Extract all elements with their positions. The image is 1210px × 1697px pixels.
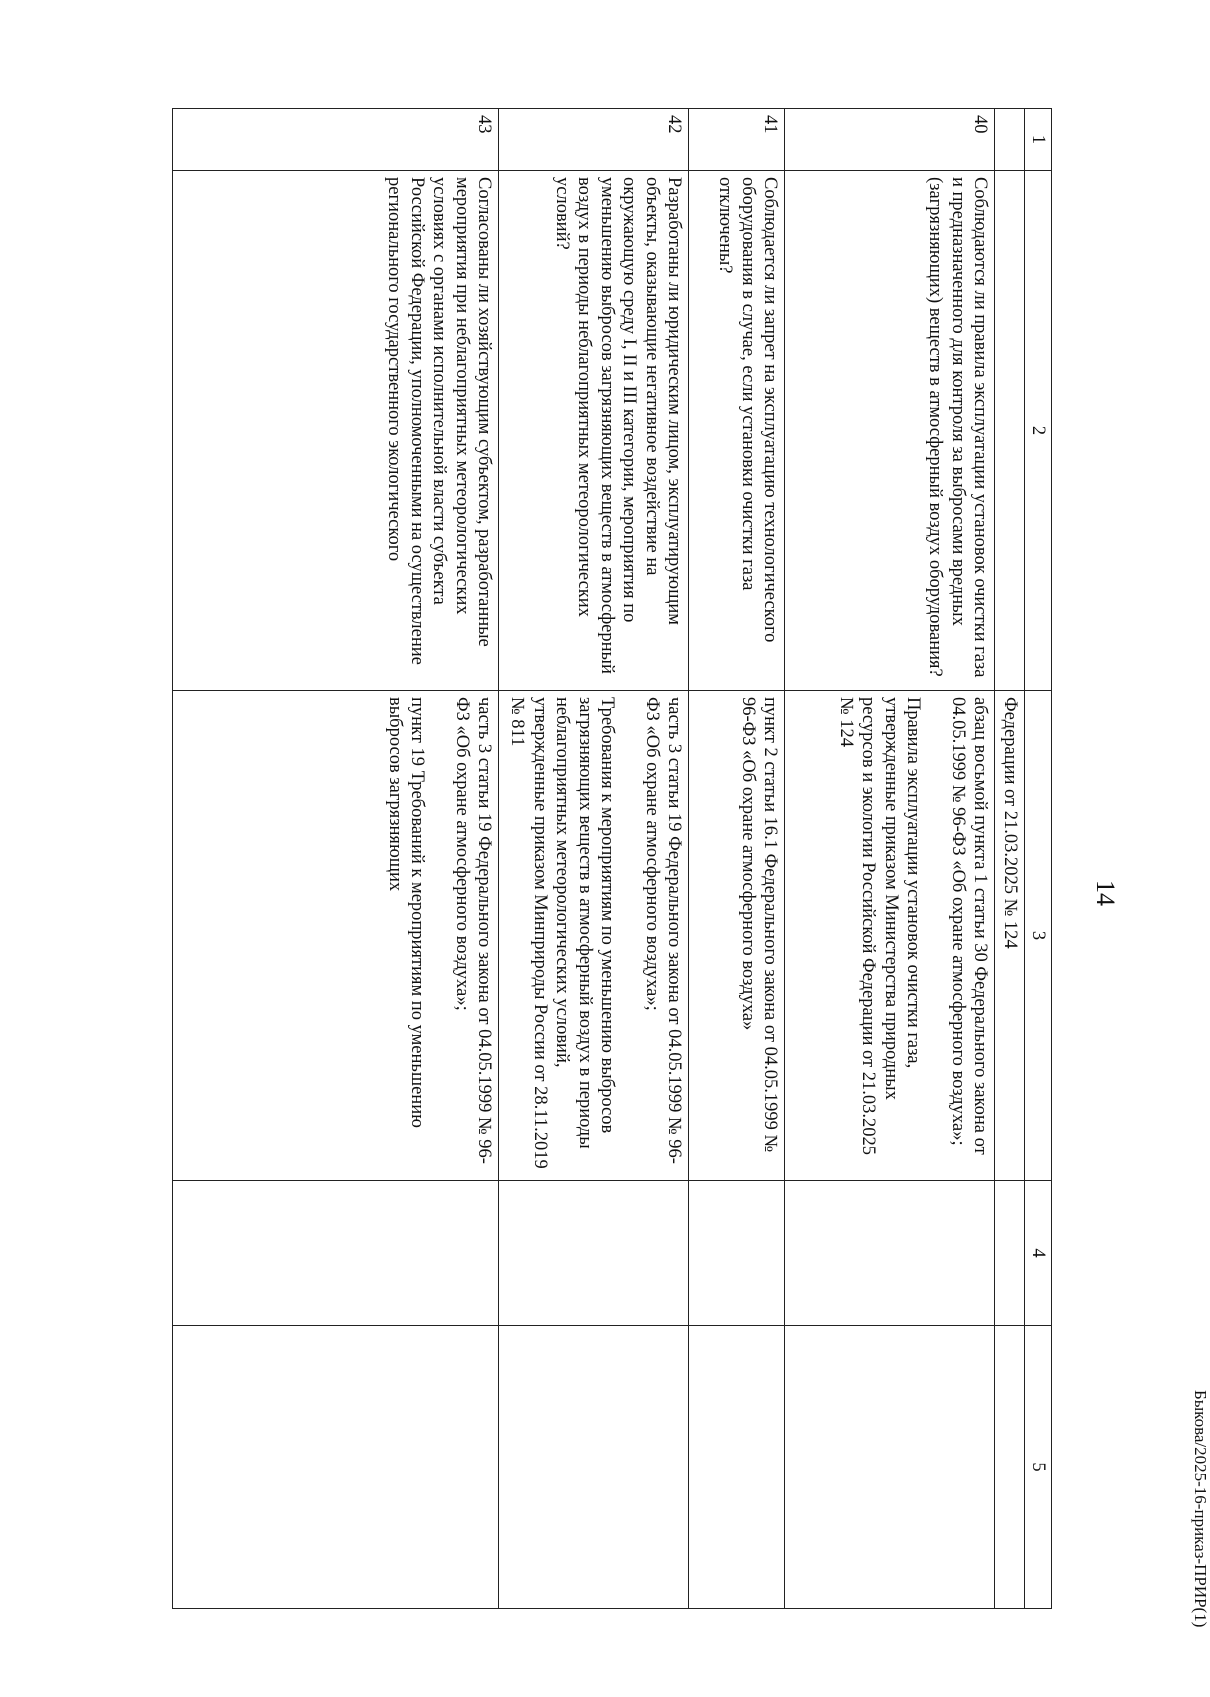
basis-paragraph: пункт 19 Требований к мероприятиям по уменьшению выбросов загрязняющих	[384, 697, 428, 1128]
row-col5	[785, 1326, 995, 1609]
basis-paragraph: Требования к мероприятиям по уменьшению выбросов загрязняющих веществ в атмосферный воздух в периоды неблагоприятных метеорологических условий, утвержденные приказом Минприроды России от 28.11.2019 № 811	[507, 697, 618, 1169]
basis-paragraph: Федерации от 21.03.2025 № 124	[1000, 697, 1020, 949]
basis-paragraph: Правила эксплуатации установок очистки газа, утвержденные приказом Министерства природных ресурсов и экологии Российской Федерации от 21.03.2025 № 124	[835, 697, 924, 1155]
document-reference: Быкова/2025-16-приказ-ПРИР(1)	[1191, 1390, 1210, 1628]
table-header-row	[1025, 109, 1052, 1609]
requirements-table-rotated	[172, 108, 1052, 1608]
row-number	[995, 109, 1025, 171]
row-col5	[173, 1326, 499, 1609]
table-row	[499, 109, 689, 1609]
row-col4	[785, 1181, 995, 1326]
row-question: Разработаны ли юридическим лицом, эксплуатирующим объекты, оказывающие негативное воздействие на окружающую среду I, II и III категории, мероприятия по уменьшению выбросов загрязняющих веществ в атмосферный воздух в периоды неблагоприятных метеорологических условий?	[499, 171, 689, 691]
row-number: 40	[785, 109, 995, 171]
header-cell-5: 5	[1025, 1326, 1052, 1609]
basis-paragraph: пункт 2 статьи 16.1 Федерального закона от 04.05.1999 № 96-ФЗ «Об охране атмосферного воздуха»	[737, 697, 781, 1153]
row-col4	[173, 1181, 499, 1326]
basis-paragraph: часть 3 статьи 19 Федерального закона от 04.05.1999 № 96-ФЗ «Об охране атмосферного воздуха»;	[451, 697, 495, 1164]
row-question: Соблюдается ли запрет на эксплуатацию технологического оборудования в случае, если установки очистки газа отключены?	[689, 171, 785, 691]
row-basis	[499, 691, 689, 1181]
row-number: 42	[499, 109, 689, 171]
header-cell-4: 4	[1025, 1181, 1052, 1326]
header-cell-1: 1	[1025, 109, 1052, 171]
row-basis	[173, 691, 499, 1181]
requirements-table	[172, 108, 1052, 1609]
basis-paragraph: часть 3 статьи 19 Федерального закона от 04.05.1999 № 96-ФЗ «Об охране атмосферного воздуха»;	[641, 697, 685, 1164]
row-number: 41	[689, 109, 785, 171]
table-row	[995, 109, 1025, 1609]
row-basis	[785, 691, 995, 1181]
row-question: Согласованы ли хозяйствующим субъектом, разработанные мероприятия при неблагоприятных метеорологических условиях с органами исполнительной власти субъекта Российской Федерации, уполномоченными на осуществление регионального государственного экологического	[173, 171, 499, 691]
row-question	[995, 171, 1025, 691]
header-cell-2: 2	[1025, 171, 1052, 691]
row-basis	[995, 691, 1025, 1181]
row-number: 43	[173, 109, 499, 171]
row-col4	[995, 1181, 1025, 1326]
basis-paragraph: абзац восьмой пункта 1 статьи 30 Федерального закона от 04.05.1999 № 96-ФЗ «Об охране атмосферного воздуха»;	[947, 697, 991, 1155]
row-col4	[499, 1181, 689, 1326]
header-cell-3: 3	[1025, 691, 1052, 1181]
row-basis	[689, 691, 785, 1181]
row-col5	[499, 1326, 689, 1609]
row-col5	[995, 1326, 1025, 1609]
table-row	[173, 109, 499, 1609]
row-col5	[689, 1326, 785, 1609]
row-col4	[689, 1181, 785, 1326]
table-row	[785, 109, 995, 1609]
row-question: Соблюдаются ли правила эксплуатации установок очистки газа и предназначенного для контроля за выбросами вредных (загрязняющих) веществ в атмосферный воздух оборудования?	[785, 171, 995, 691]
page-number: 14	[1091, 880, 1120, 906]
table-row	[689, 109, 785, 1609]
